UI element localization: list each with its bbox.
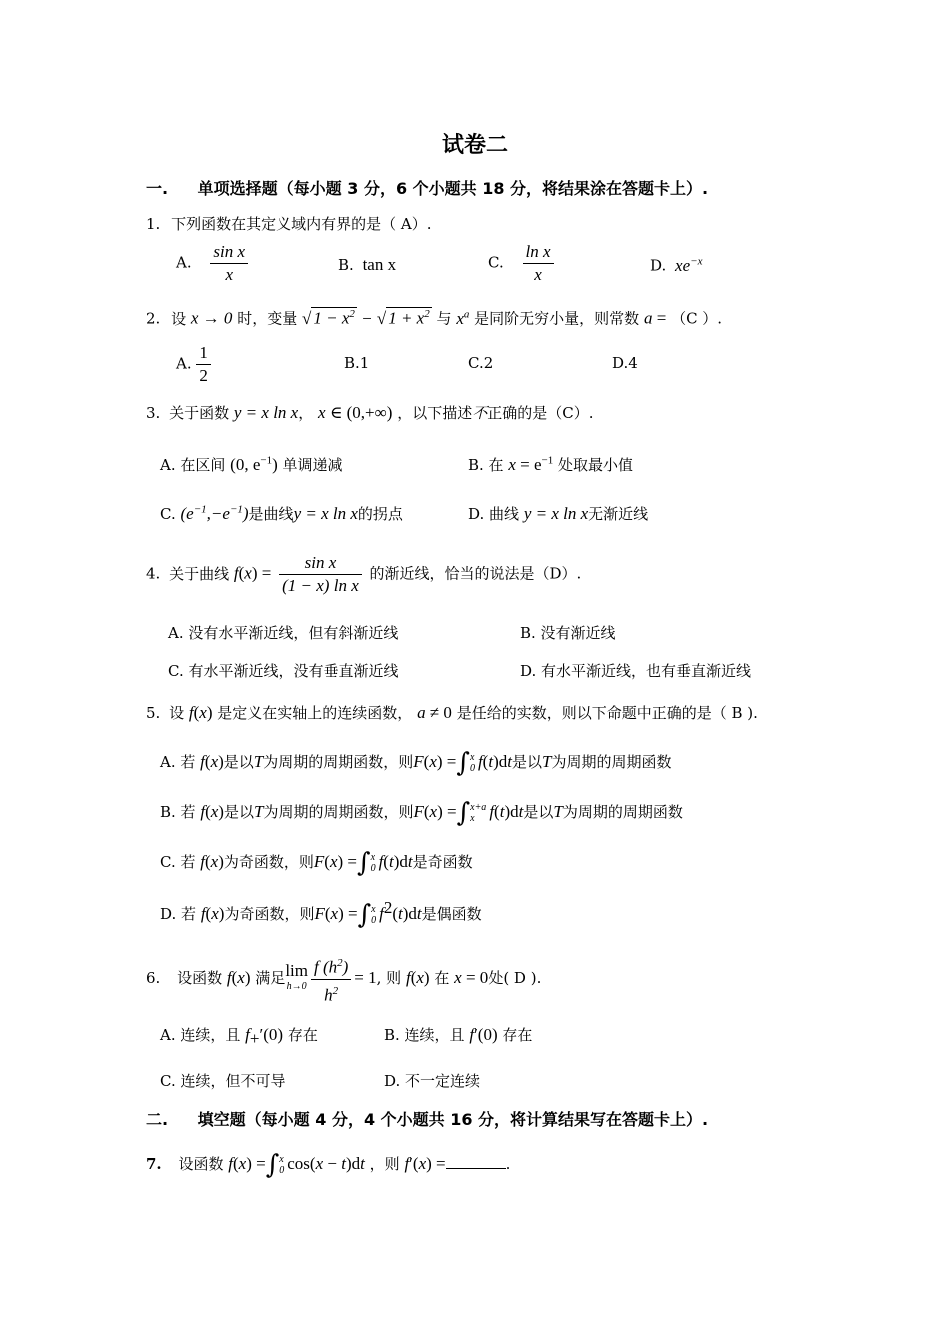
q5-option-b: B. 若 f(x)是以T为周期的周期函数，则F(x) =∫ x+a x f(t)dt是以T为周期的周期函数: [160, 798, 683, 828]
q2-option-a: A. $\frac{1}{2}$: [176, 342, 214, 387]
q4-option-c: C. 有水平渐近线，没有垂直渐近线: [168, 662, 399, 680]
q4-option-a: A. 没有水平渐近线，但有斜渐近线: [168, 624, 399, 642]
q3-option-c: C. $(e^{-1},-e^{-1})$是曲线y = x ln x的拐点: [160, 503, 403, 523]
q5-option-c: C. 若 f(x)为奇函数，则F(x) =∫ x 0 f(t)dt是奇函数: [160, 848, 473, 878]
q2-option-d: D.4: [612, 354, 638, 372]
question-7-stem: 7. 设函数 f(x) =∫ x 0 cos(x − t)dt ，则 f′(x) = .: [146, 1150, 511, 1180]
q2-option-c: C.2: [468, 354, 494, 372]
question-6-stem: 6. 设函数 f(x) 满足lim h→0 $\frac{f (h^2)}{h^2}$ = 1, 则 f(x) 在 x = 0处( D ).: [146, 952, 541, 1006]
q1-option-a: A. $\frac{\text{sin x}}{x}$: [176, 241, 251, 286]
q2-option-b: B.1: [344, 354, 370, 372]
q1-option-c: C. $\frac{\text{ln x}}{x}$: [488, 241, 557, 286]
question-1-stem: 1. 下列函数在其定义域内有界的是（ A）.: [146, 215, 432, 233]
answer-blank[interactable]: [446, 1168, 506, 1169]
q6-option-b: B. 连续，且 f′(0) 存在: [384, 1025, 533, 1044]
q6-option-c: C. 连续，但不可导: [160, 1072, 286, 1090]
question-2-stem: 2. 设 x → 0 时，变量 √ $1 - x^2$ − √ $1 + x^2$ 与 $x^a$ 是同阶无穷小量，则常数 a = （C ）.: [146, 308, 723, 328]
q4-option-b: B. 没有渐近线: [520, 624, 616, 642]
question-5-stem: 5. 设 f(x) 是定义在实轴上的连续函数， a ≠ 0 是任给的实数，则以下命题中正确的是（ B ).: [146, 703, 758, 722]
q3-option-b: B. 在 $x = e^{-1}$ 处取最小值: [468, 454, 634, 474]
section-2-heading: [146, 1107, 708, 1130]
q6-option-d: D. 不一定连续: [384, 1072, 481, 1090]
q3-option-d: D. 曲线 y = x ln x无渐近线: [468, 504, 649, 523]
q1-option-d: D. $xe^{-x}$: [650, 255, 703, 275]
q4-option-d: D. 有水平渐近线，也有垂直渐近线: [520, 662, 752, 680]
section-2-label: 填空题（每小题 4 分，4 个小题共 16 分，将计算结果写在答题卡上）.: [197, 1110, 709, 1129]
section-2-number: 二.: [146, 1110, 169, 1129]
q1-option-b: B. tan x: [338, 255, 397, 274]
q5-option-a: A. 若 f(x)是以T为周期的周期函数，则F(x) =∫ x 0 f(t)dt是以T为周期的周期函数: [160, 748, 672, 778]
page-title: 试卷二: [441, 133, 508, 158]
section-1-number: 一.: [146, 179, 169, 198]
q3-option-a: A. 在区间 (0, $e^{-1}$) 单调递减: [160, 454, 343, 474]
question-4-stem: 4. 关于曲线 f(x) = $\frac{\text{sin x}}{\text{(1 − x) ln x}}$ 的渐近线，恰当的说法是（D）.: [146, 553, 582, 595]
section-1-heading: [146, 176, 708, 199]
section-1-label: 单项选择题（每小题 3 分，6 个小题共 18 分，将结果涂在答题卡上）.: [197, 179, 709, 198]
question-3-stem: 3. 关于函数 y = x ln x， x ∈ (0,+∞) ，以下描述不正确的是（C）.: [146, 403, 594, 422]
q5-option-d: D. 若 f(x)为奇函数，则F(x) =∫ x 0 $f^2(t)dt$是偶函数: [160, 898, 482, 930]
q6-option-a: A. 连续，且 $f_+'(0)$ 存在: [160, 1025, 318, 1048]
